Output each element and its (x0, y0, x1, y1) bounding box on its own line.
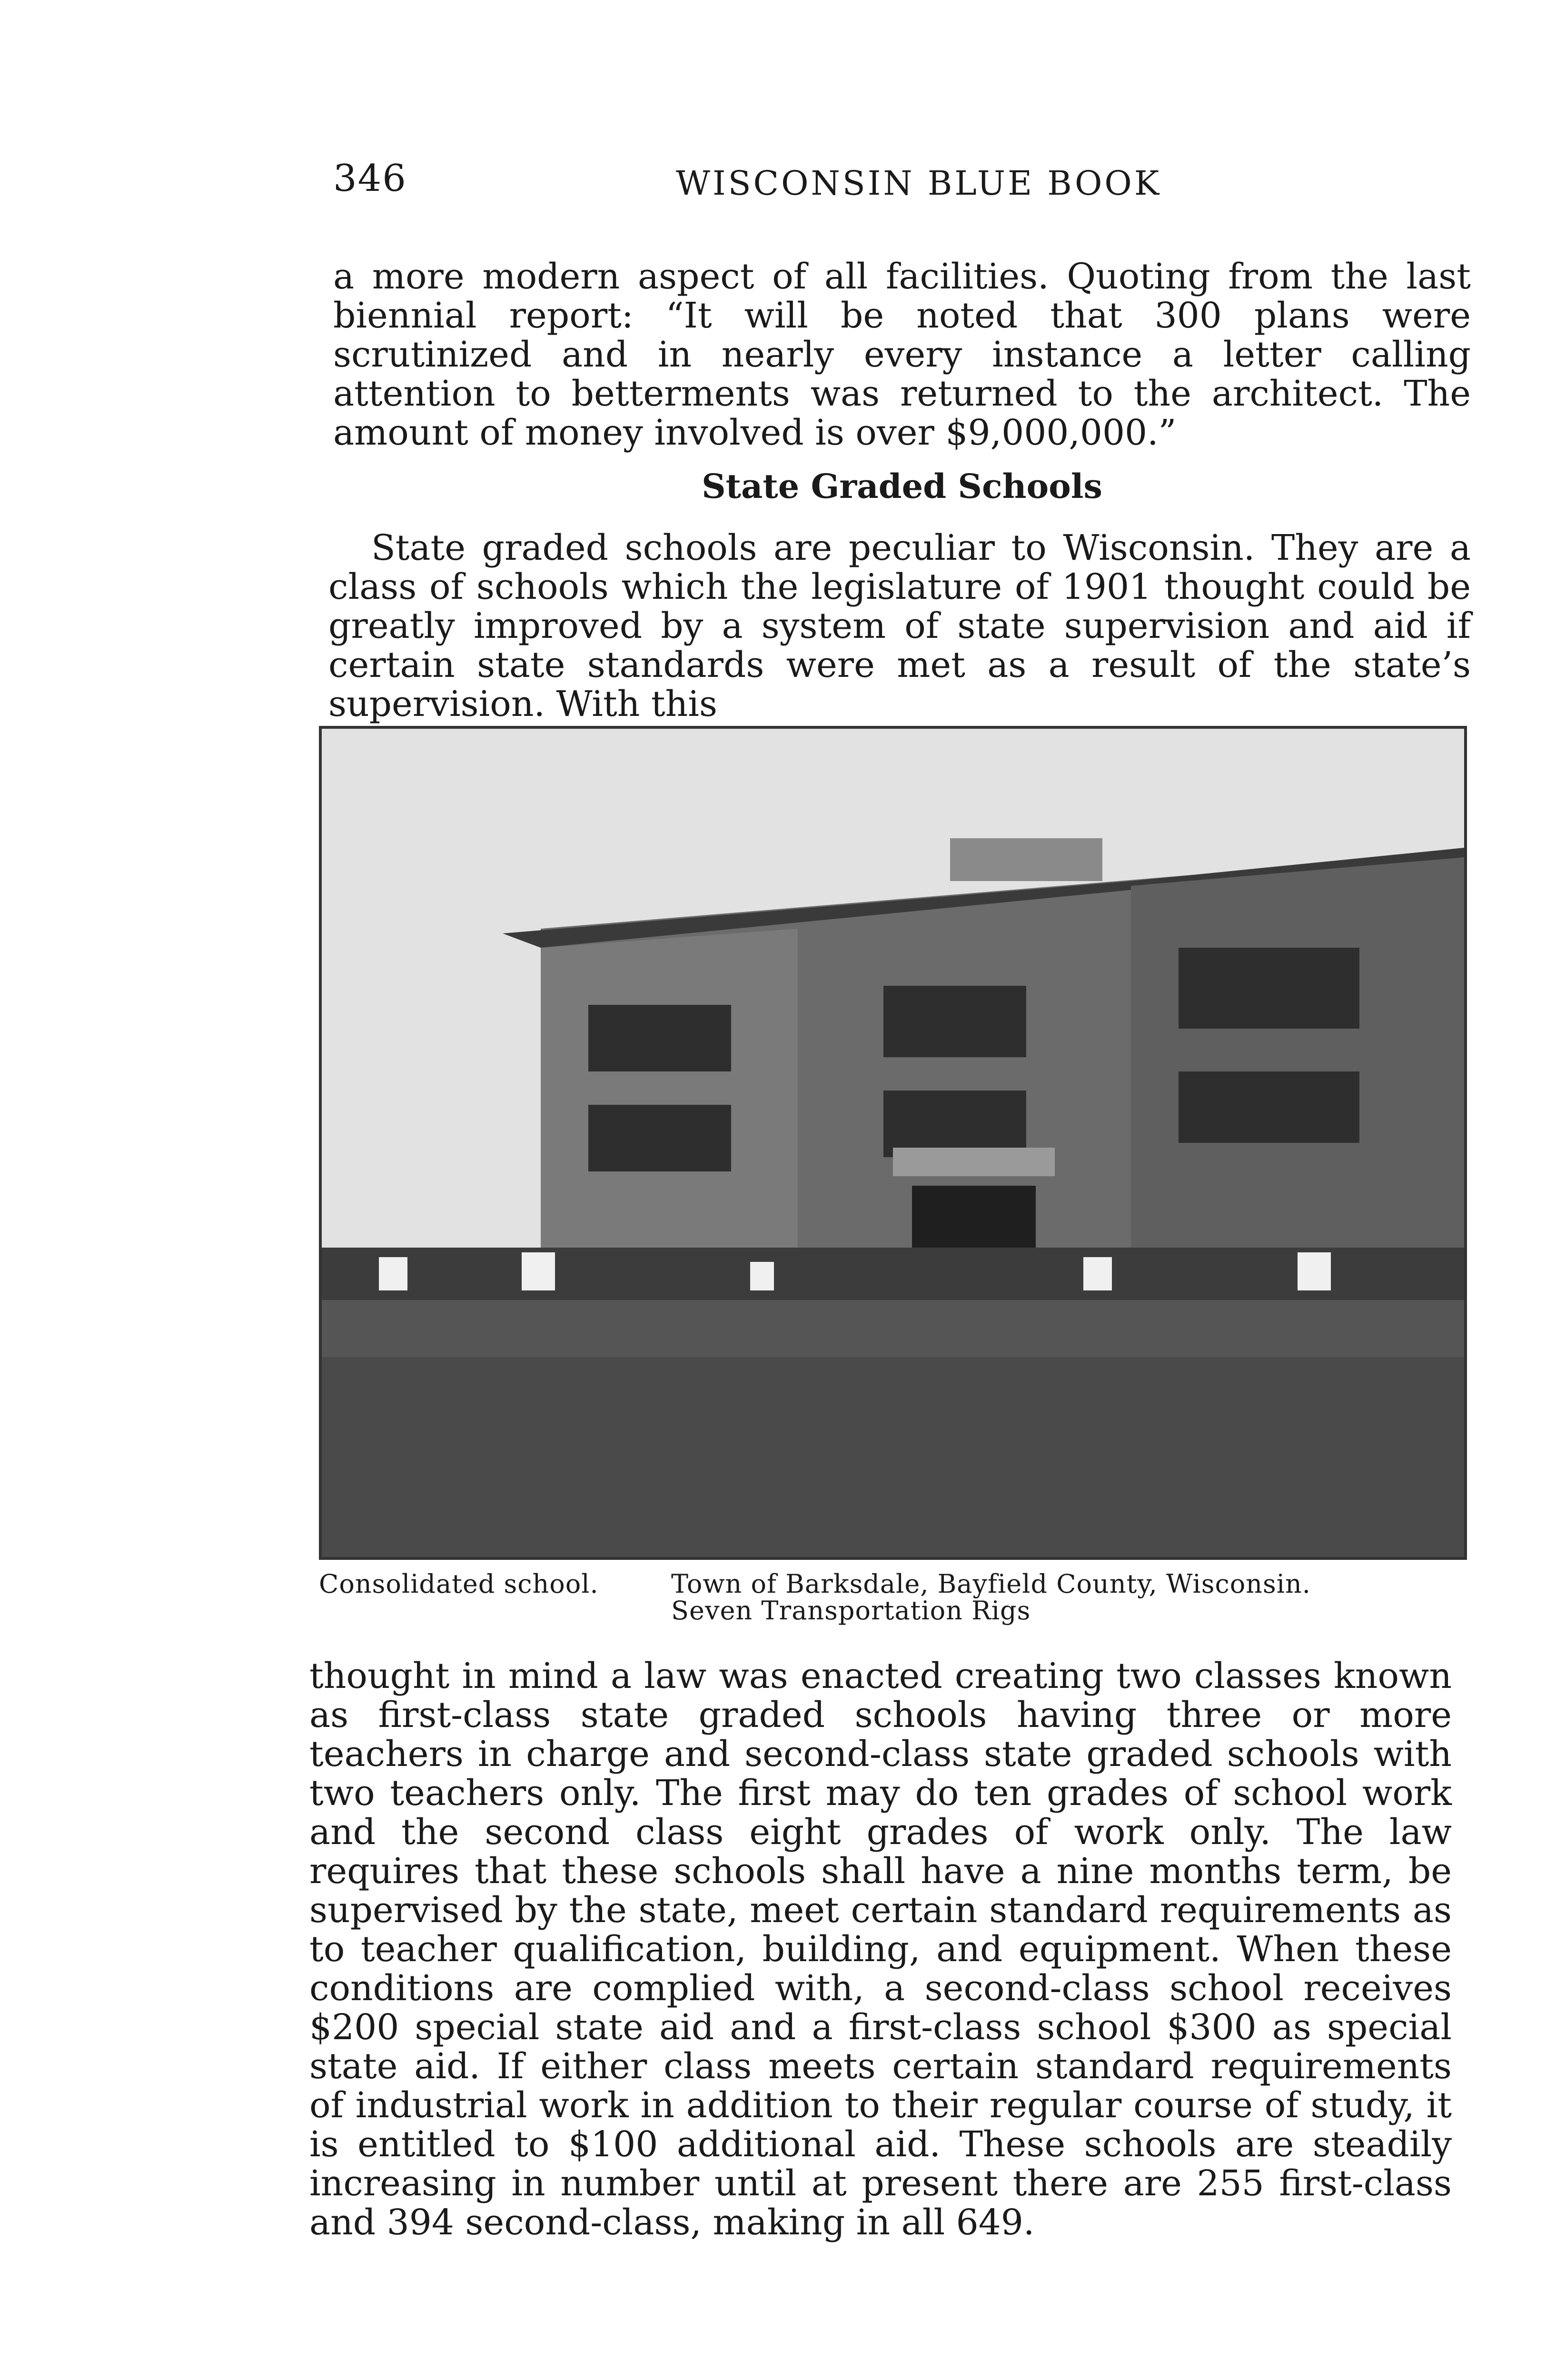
section-heading: State Graded Schools (702, 466, 1102, 506)
caption-left: Consolidated school. (319, 1569, 599, 1599)
figure-caption (319, 1571, 1461, 1628)
caption-right (671, 1571, 1311, 1624)
body-paragraph-1: a more modern aspect of all facilities. Quoting from the last biennial report: “It will be noted that 300 plans were scrutinized and in nearly every instance a letter calling attention to betterments was returned to the architect. The amount of money involved is over $9,000,000.” (333, 256, 1471, 453)
caption-right-line-2: Seven Transportation Rigs (671, 1596, 1031, 1626)
school-photograph (319, 726, 1467, 1560)
school-building-illustration (322, 729, 1464, 1557)
caption-right-line-1: Town of Barksdale, Bayfield County, Wisconsin. (671, 1569, 1311, 1599)
body-paragraph-3: thought in mind a law was enacted creating two classes known as first-class state graded schools having three or more teachers in charge and second-class state graded schools with two teachers only. The first may do ten grades of school work and the second class eight grades of work only. The law requires that these schools shall have a nine months term, be supervised by the state, meet certain standard requirements as to teacher qualification, building, and equipment. When these conditions are complied with, a second-class school receives $200 special state aid and a first-class school $300 as special state aid. If either class meets certain standard requirements of industrial work in addition to their regular course of study, it is entitled to $100 additional aid. These schools are steadily increasing in number until at present there are 255 first-class and 394 second-class, making in all 649. (309, 1656, 1452, 2243)
running-header (333, 157, 1171, 209)
page-number: 346 (333, 157, 407, 200)
body-paragraph-2: State graded schools are peculiar to Wisconsin. They are a class of schools which the legislature of 1901 thought could be greatly improved by a system of state supervision and aid if certain state standards were met as a result of the state’s supervision. With this (328, 527, 1471, 724)
running-title: WISCONSIN BLUE BOOK (676, 164, 1162, 203)
